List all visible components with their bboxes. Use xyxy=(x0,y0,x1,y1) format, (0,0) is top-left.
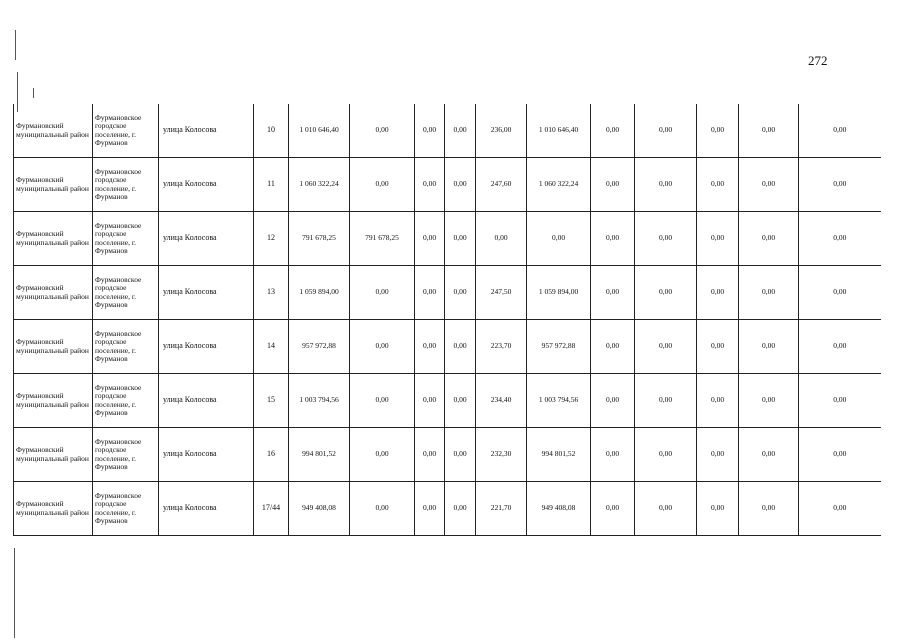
settlement-cell: Фурмановское городское поселение, г. Фурманов xyxy=(93,158,159,212)
table-row xyxy=(14,266,881,320)
amount-cell: 0,00 xyxy=(445,158,476,212)
amount-cell: 0,00 xyxy=(799,158,881,212)
settlement-cell: Фурмановское городское поселение, г. Фурманов xyxy=(93,374,159,428)
amount-cell: 0,00 xyxy=(739,428,799,482)
amount-cell: 234,40 xyxy=(476,374,527,428)
street-cell: улица Колосова xyxy=(159,374,254,428)
amount-cell: 0,00 xyxy=(445,320,476,374)
street-cell: улица Колосова xyxy=(159,212,254,266)
district-cell: Фурмановский муниципальный район xyxy=(14,266,93,320)
amount-cell: 949 408,08 xyxy=(527,482,591,536)
street-cell: улица Колосова xyxy=(159,104,254,158)
amount-cell: 0,00 xyxy=(476,212,527,266)
amount-cell: 0,00 xyxy=(415,482,445,536)
house-number-cell: 15 xyxy=(254,374,289,428)
district-cell: Фурмановский муниципальный район xyxy=(14,428,93,482)
amount-cell: 0,00 xyxy=(697,320,739,374)
amount-cell: 0,00 xyxy=(739,212,799,266)
amount-cell: 0,00 xyxy=(697,374,739,428)
total-amount-cell: 994 801,52 xyxy=(289,428,350,482)
budget-table xyxy=(13,104,881,536)
street-cell: улица Колосова xyxy=(159,266,254,320)
amount-cell: 0,00 xyxy=(350,266,415,320)
amount-cell: 0,00 xyxy=(799,212,881,266)
amount-cell: 0,00 xyxy=(635,212,697,266)
amount-cell: 0,00 xyxy=(445,104,476,158)
amount-cell: 0,00 xyxy=(739,158,799,212)
district-cell: Фурмановский муниципальный район xyxy=(14,104,93,158)
house-number-cell: 12 xyxy=(254,212,289,266)
amount-cell: 0,00 xyxy=(415,158,445,212)
house-number-cell: 17/44 xyxy=(254,482,289,536)
amount-cell: 0,00 xyxy=(350,428,415,482)
amount-cell: 232,30 xyxy=(476,428,527,482)
total-amount-cell: 949 408,08 xyxy=(289,482,350,536)
amount-cell: 0,00 xyxy=(739,266,799,320)
total-amount-cell: 1 060 322,24 xyxy=(289,158,350,212)
table-row xyxy=(14,212,881,266)
amount-cell: 791 678,25 xyxy=(350,212,415,266)
amount-cell: 0,00 xyxy=(350,320,415,374)
amount-cell: 1 010 646,40 xyxy=(527,104,591,158)
house-number-cell: 10 xyxy=(254,104,289,158)
amount-cell: 0,00 xyxy=(635,266,697,320)
total-amount-cell: 957 972,88 xyxy=(289,320,350,374)
settlement-cell: Фурмановское городское поселение, г. Фурманов xyxy=(93,320,159,374)
house-number-cell: 14 xyxy=(254,320,289,374)
amount-cell: 0,00 xyxy=(799,374,881,428)
district-cell: Фурмановский муниципальный район xyxy=(14,482,93,536)
amount-cell: 0,00 xyxy=(697,266,739,320)
amount-cell: 0,00 xyxy=(591,374,635,428)
street-cell: улица Колосова xyxy=(159,428,254,482)
amount-cell: 1 059 894,00 xyxy=(527,266,591,320)
house-number-cell: 13 xyxy=(254,266,289,320)
amount-cell: 0,00 xyxy=(635,104,697,158)
settlement-cell: Фурмановское городское поселение, г. Фурманов xyxy=(93,482,159,536)
amount-cell: 0,00 xyxy=(591,320,635,374)
amount-cell: 0,00 xyxy=(697,104,739,158)
amount-cell: 0,00 xyxy=(697,212,739,266)
district-cell: Фурмановский муниципальный район xyxy=(14,158,93,212)
amount-cell: 0,00 xyxy=(415,104,445,158)
table-row xyxy=(14,158,881,212)
table-body xyxy=(14,104,881,536)
total-amount-cell: 1 010 646,40 xyxy=(289,104,350,158)
amount-cell: 0,00 xyxy=(697,158,739,212)
total-amount-cell: 1 003 794,56 xyxy=(289,374,350,428)
amount-cell: 0,00 xyxy=(415,320,445,374)
amount-cell: 247,60 xyxy=(476,158,527,212)
scan-mark xyxy=(14,548,15,638)
amount-cell: 0,00 xyxy=(415,266,445,320)
street-cell: улица Колосова xyxy=(159,320,254,374)
amount-cell: 0,00 xyxy=(591,212,635,266)
page-number: 272 xyxy=(808,53,828,68)
amount-cell: 0,00 xyxy=(415,212,445,266)
amount-cell: 0,00 xyxy=(799,482,881,536)
total-amount-cell: 1 059 894,00 xyxy=(289,266,350,320)
settlement-cell: Фурмановское городское поселение, г. Фурманов xyxy=(93,212,159,266)
amount-cell: 0,00 xyxy=(527,212,591,266)
table-row xyxy=(14,428,881,482)
amount-cell: 0,00 xyxy=(445,482,476,536)
amount-cell: 247,50 xyxy=(476,266,527,320)
amount-cell: 0,00 xyxy=(799,428,881,482)
amount-cell: 0,00 xyxy=(635,158,697,212)
amount-cell: 0,00 xyxy=(739,374,799,428)
amount-cell: 0,00 xyxy=(739,320,799,374)
amount-cell: 0,00 xyxy=(739,482,799,536)
amount-cell: 0,00 xyxy=(415,374,445,428)
amount-cell: 0,00 xyxy=(799,104,881,158)
house-number-cell: 11 xyxy=(254,158,289,212)
amount-cell: 0,00 xyxy=(799,320,881,374)
amount-cell: 0,00 xyxy=(697,428,739,482)
amount-cell: 0,00 xyxy=(635,374,697,428)
amount-cell: 1 003 794,56 xyxy=(527,374,591,428)
amount-cell: 0,00 xyxy=(445,428,476,482)
amount-cell: 236,00 xyxy=(476,104,527,158)
scan-mark xyxy=(15,30,16,60)
amount-cell: 0,00 xyxy=(591,266,635,320)
settlement-cell: Фурмановское городское поселение, г. Фурманов xyxy=(93,104,159,158)
amount-cell: 0,00 xyxy=(799,266,881,320)
amount-cell: 0,00 xyxy=(591,428,635,482)
amount-cell: 0,00 xyxy=(445,266,476,320)
amount-cell: 0,00 xyxy=(635,428,697,482)
table-row xyxy=(14,104,881,158)
amount-cell: 0,00 xyxy=(591,158,635,212)
amount-cell: 0,00 xyxy=(445,212,476,266)
amount-cell: 0,00 xyxy=(350,158,415,212)
table-row xyxy=(14,374,881,428)
street-cell: улица Колосова xyxy=(159,482,254,536)
settlement-cell: Фурмановское городское поселение, г. Фурманов xyxy=(93,266,159,320)
scan-mark xyxy=(33,88,34,98)
street-cell: улица Колосова xyxy=(159,158,254,212)
house-number-cell: 16 xyxy=(254,428,289,482)
district-cell: Фурмановский муниципальный район xyxy=(14,374,93,428)
district-cell: Фурмановский муниципальный район xyxy=(14,212,93,266)
amount-cell: 0,00 xyxy=(445,374,476,428)
total-amount-cell: 791 678,25 xyxy=(289,212,350,266)
settlement-cell: Фурмановское городское поселение, г. Фурманов xyxy=(93,428,159,482)
table-row xyxy=(14,320,881,374)
amount-cell: 0,00 xyxy=(350,482,415,536)
amount-cell: 0,00 xyxy=(697,482,739,536)
amount-cell: 0,00 xyxy=(415,428,445,482)
table-row xyxy=(14,482,881,536)
district-cell: Фурмановский муниципальный район xyxy=(14,320,93,374)
amount-cell: 994 801,52 xyxy=(527,428,591,482)
amount-cell: 221,70 xyxy=(476,482,527,536)
amount-cell: 223,70 xyxy=(476,320,527,374)
amount-cell: 0,00 xyxy=(635,482,697,536)
amount-cell: 1 060 322,24 xyxy=(527,158,591,212)
amount-cell: 0,00 xyxy=(350,104,415,158)
amount-cell: 0,00 xyxy=(591,104,635,158)
amount-cell: 0,00 xyxy=(591,482,635,536)
amount-cell: 957 972,88 xyxy=(527,320,591,374)
amount-cell: 0,00 xyxy=(739,104,799,158)
amount-cell: 0,00 xyxy=(350,374,415,428)
amount-cell: 0,00 xyxy=(635,320,697,374)
